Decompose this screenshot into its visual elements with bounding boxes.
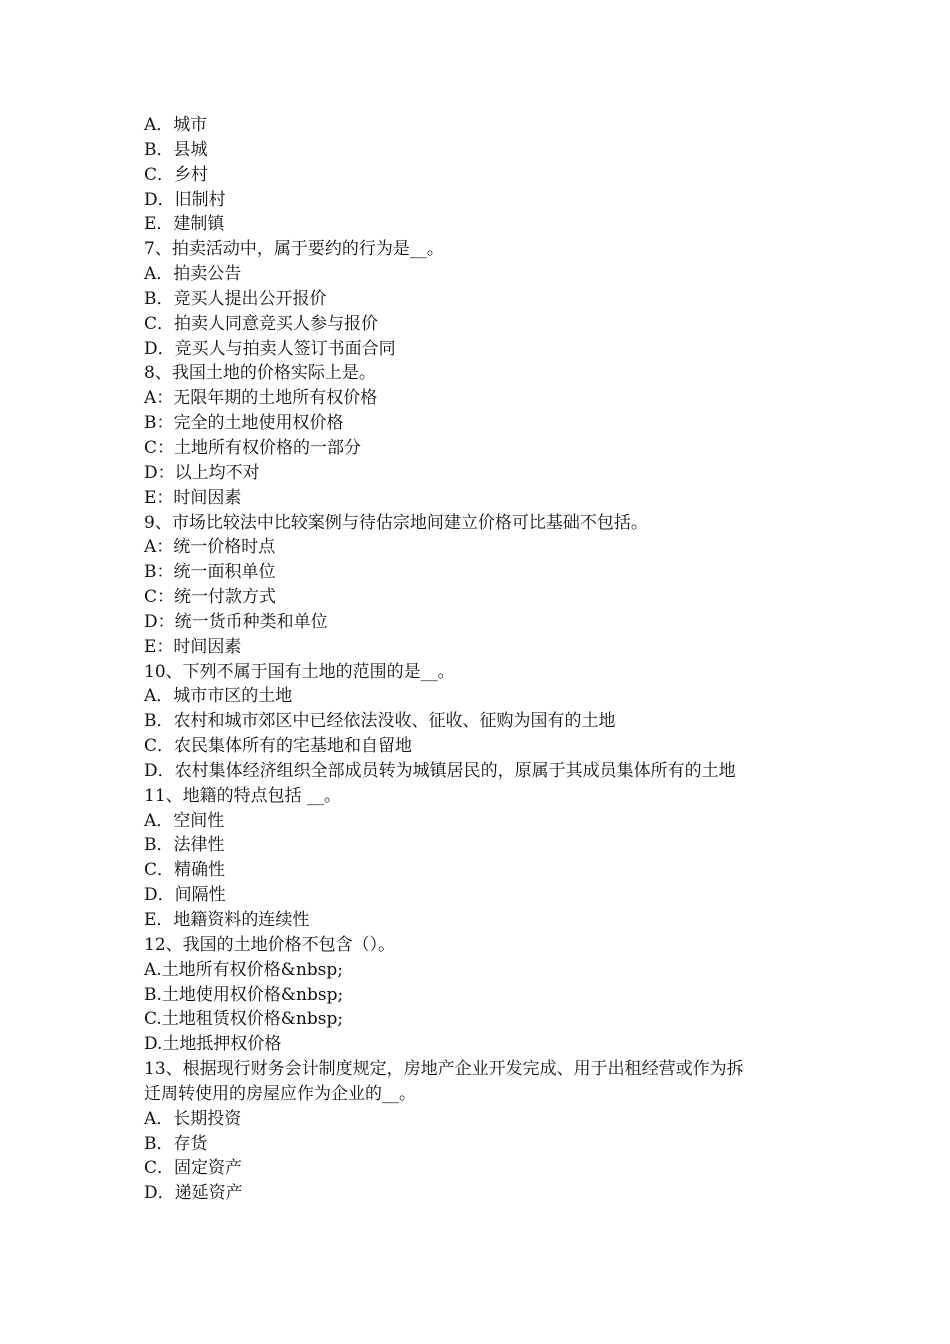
option-line: B．法律性 (144, 835, 225, 856)
option-line: C．乡村 (144, 164, 209, 185)
option-line: C：土地所有权价格的一部分 (144, 437, 362, 458)
option-line: A．空间性 (144, 810, 225, 831)
option-line: D：以上均不对 (144, 462, 260, 483)
question-line: 9、市场比较法中比较案例与待估宗地间建立价格可比基础不包括。 (144, 512, 648, 533)
document-body (144, 113, 824, 1206)
option-line: C．固定资产 (144, 1158, 243, 1179)
question-line: 11、地籍的特点包括 __。 (144, 785, 342, 806)
option-line: D．间隔性 (144, 885, 226, 906)
question-line: 7、拍卖活动中，属于要约的行为是__。 (144, 239, 444, 260)
option-line: A：无限年期的土地所有权价格 (144, 388, 378, 409)
option-line: C．农民集体所有的宅基地和自留地 (144, 736, 413, 757)
option-line: A．长期投资 (144, 1108, 242, 1129)
option-line: B．农村和城市郊区中已经依法没收、征收、征购为国有的土地 (144, 711, 616, 732)
option-line: C：统一付款方式 (144, 587, 277, 608)
option-line: C．精确性 (144, 860, 226, 881)
option-line: E：时间因素 (144, 487, 242, 508)
option-line: A．城市 (144, 115, 208, 135)
question-line: 13、根据现行财务会计制度规定，房地产企业开发完成、用于出租经营或作为拆 (144, 1059, 744, 1080)
option-line: A.土地所有权价格&nbsp; (144, 959, 343, 980)
question-line-continued: 迁周转使用的房屋应作为企业的__。 (144, 1083, 416, 1104)
option-line: D.土地抵押权价格 (144, 1034, 282, 1055)
option-line: B．竞买人提出公开报价 (144, 288, 327, 309)
option-line: A．城市市区的土地 (144, 686, 293, 707)
question-line: 12、我国的土地价格不包含（）。 (144, 934, 396, 955)
option-line: E．建制镇 (144, 214, 225, 235)
option-line: A：统一价格时点 (144, 537, 276, 558)
option-line: C．拍卖人同意竞买人参与报价 (144, 313, 379, 334)
option-line: D．递延资产 (144, 1183, 243, 1204)
option-line: C.土地租赁权价格&nbsp; (144, 1009, 344, 1030)
option-line: E．地籍资料的连续性 (144, 910, 310, 930)
option-line: B．存货 (144, 1133, 208, 1154)
option-line: D．旧制村 (144, 189, 226, 210)
option-line: D．竞买人与拍卖人签订书面合同 (144, 338, 396, 359)
option-line: B：统一面积单位 (144, 562, 276, 583)
option-line: B：完全的土地使用权价格 (144, 413, 344, 434)
option-line: D：统一货币种类和单位 (144, 611, 328, 632)
question-line: 10、下列不属于国有土地的范围的是__。 (144, 661, 455, 682)
option-line: E：时间因素 (144, 636, 242, 657)
question-line: 8、我国土地的价格实际上是。 (144, 363, 376, 384)
option-line: D．农村集体经济组织全部成员转为城镇居民的，原属于其成员集体所有的土地 (144, 760, 736, 781)
option-line: A．拍卖公告 (144, 264, 242, 285)
option-line: B．县城 (144, 139, 208, 160)
option-line: B.土地使用权价格&nbsp; (144, 984, 344, 1005)
